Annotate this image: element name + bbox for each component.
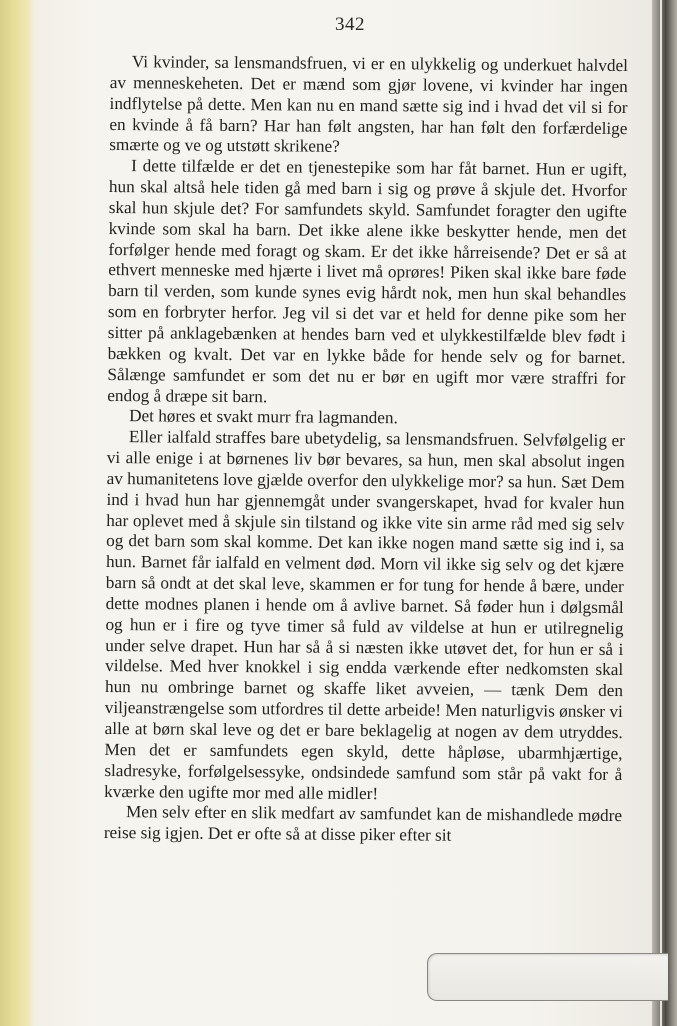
library-slip [427, 953, 668, 1001]
body-text [104, 52, 628, 848]
paragraph: Vi kvinder, sa lensmandsfruen, vi er en ulykkelig og underkuet halvdel av menneskeheten. Det er mænd som gjør lovene, vi kvinder har ingen indflytelse på dette. Men kan nu en mand sætte sig ind i hvad det vil si for en kvinde å få barn? Har han følt angsten, har han følt den forfærdelige smærte og ve og utstøtt skrikene? [109, 52, 628, 157]
paragraph: Men selv efter en slik medfart av samfundet kan de mishandlede mødre reise sig igjen. Det er ofte så at disse piker efter sit [103, 802, 623, 845]
paragraph: I dette tilfælde er det en tjenestepike som har fåt barnet. Hun er ugift, hun skal altså hele tiden gå med barn i sig og prøve å skjule det. Hvorfor skal hun skjule det? For samfundets skyld. Samfundet foragter den ugifte kvinde som skal ha barn. Det ikke alene ikke beskytter hende, men det forfølger hende med foragt og skam. Er det ikke hårreisende? Det er så at ethvert menneske med hjærte i livet må oprøres! Piken skal ikke bare føde barn til verden, som kunde synes evig hårdt nok, men hun skal behandles som en forbryter herfor. Jeg vil si det var et held for denne pike som her sitter på anklagebænken at hendes barn ved et ulykkestilfælde blev født i bækken og kvalt. Det var en lykke både for hende selv og for barnet. Sålænge samfundet er som det nu er bør en ugift mor være straffri for endog å dræpe sit barn. [107, 156, 628, 406]
paragraph: Eller ialfald straffes bare ubetydelig, sa lensmandsfruen. Selvfølgelig er vi alle enige i at børnenes liv bør bevares, sa hun, men skal absolut ingen av humanitetens love gjælde overfor den ulykkelige mor? sa hun. Sæt Dem ind i hvad hun har gjennemgåt under svangerskapet, hvad for kvaler hun har oplevet med å skjule sin tilstand og ikke vite sin arme råd med sig selv og det barn som skal komme. Det kan ikke nogen mand sætte sig ind i, sa hun. Barnet får ialfald en velment død. Morn vil ikke sig selv og det kjære barn så ondt at det skal leve, skammen er for tung for hende å bære, under dette modnes planen i hende om å avlive barnet. Så føder hun i dølgsmål og hun er i fire og tyve timer så fuld av vildelse at hun er utilregnelig under selve drapet. Hun har så å si næsten ikke utøvet det, for hun er så i vildelse. Med hver knokkel i sig endda værkende efter nedkomsten skal hun nu ombringe barnet og skaffe liket avveien, — tænk Dem den viljeanstrængelse som utfordres til dette arbeide! Men naturligvis ønsker vi alle at børn skal leve og det er bare beklagelig at nogen av dem utryddes. Men det er samfundets egen skyld, dette håpløse, ubarmhjærtige, sladresyke, forfølgelsessyke, ondsindede samfund som står på vakt for å kværke den ugifte mor med alle midler! [104, 427, 626, 803]
book-binding-edge [652, 0, 677, 1026]
book-page-edge [0, 0, 34, 1026]
paragraph: Det høres et svakt murr fra lagmanden. [129, 406, 398, 428]
page-number: 342 [335, 14, 365, 35]
